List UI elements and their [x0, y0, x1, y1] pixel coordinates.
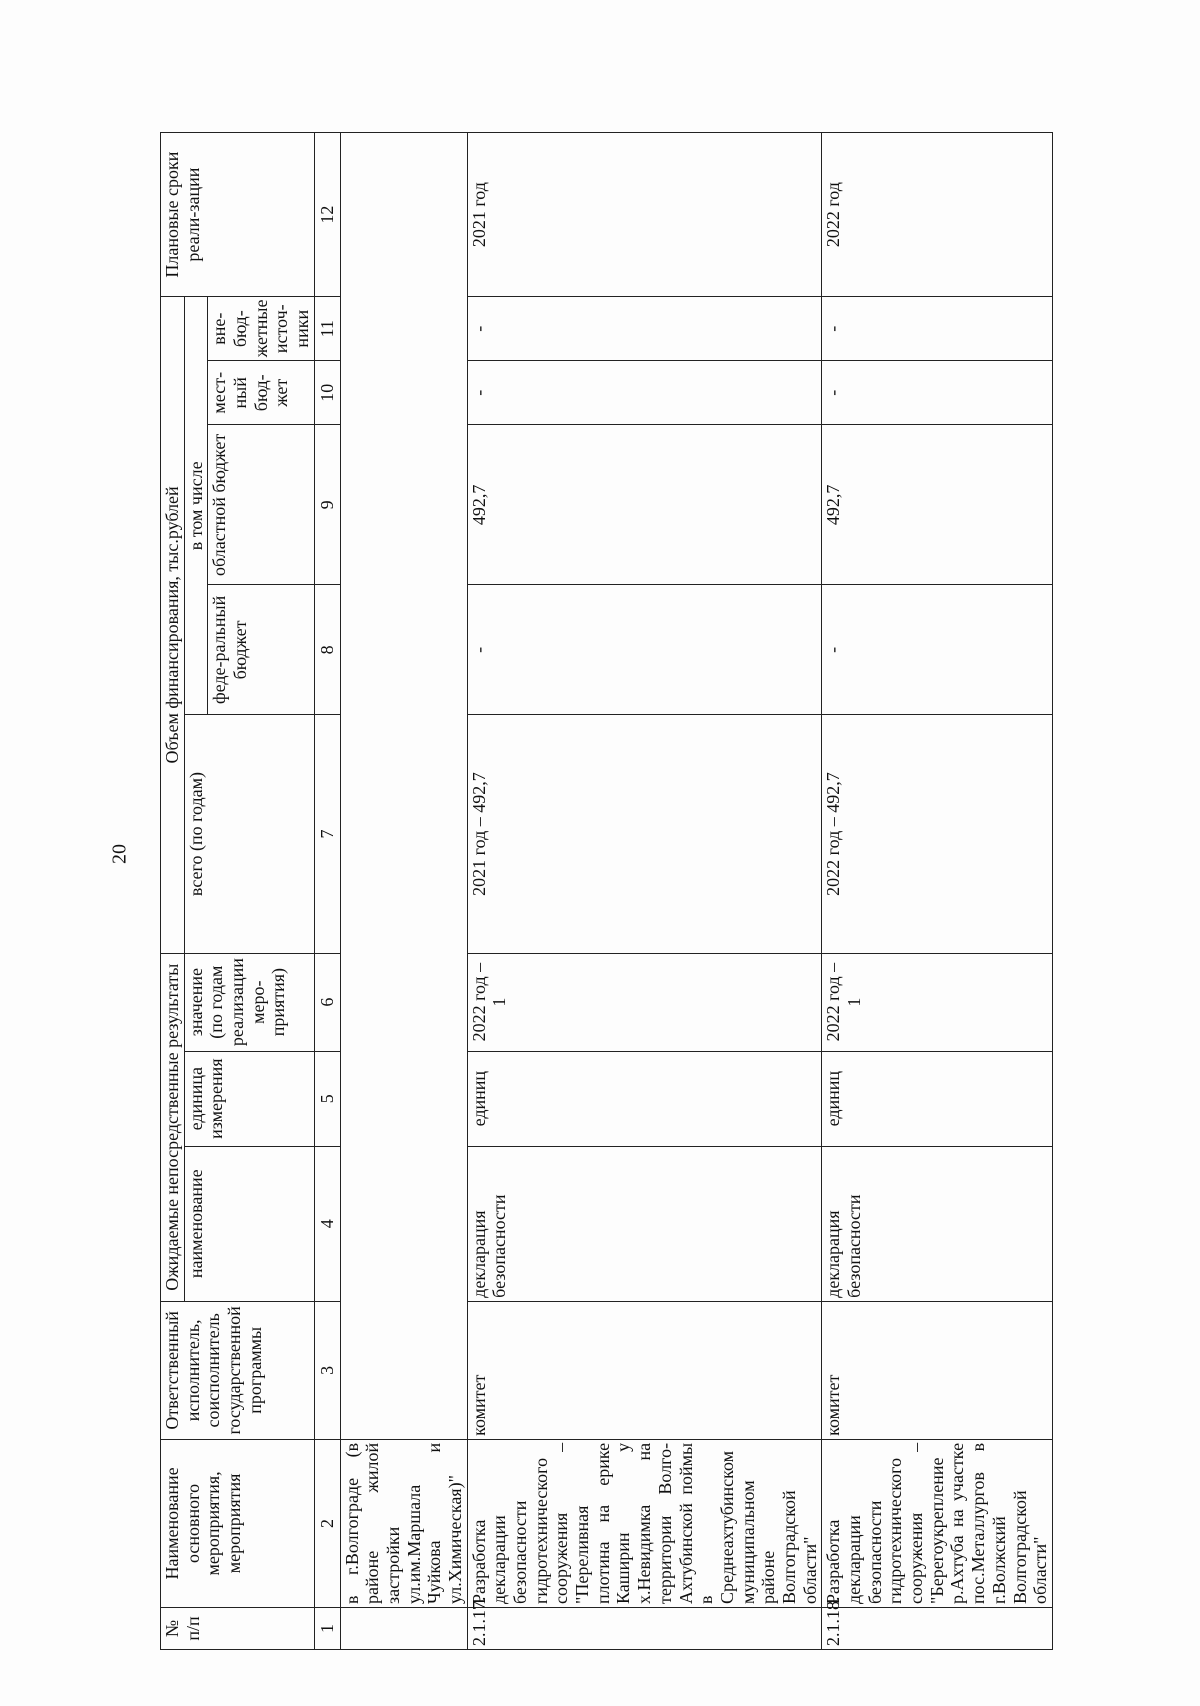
header-group-finance: Объем финансирования, тыс.рублей: [161, 297, 185, 953]
header-col-dates: Плановые сроки реали-зации: [161, 133, 315, 297]
row-result-unit: единиц: [822, 1051, 1053, 1146]
row-result-unit: единиц: [467, 1051, 822, 1146]
header-row-1: [161, 133, 185, 1650]
row-total: 2022 год – 492,7: [822, 715, 1053, 953]
header-col-total: всего (по годам): [184, 715, 314, 953]
program-table: [160, 132, 1053, 1650]
header-col-name: Наименование основного мероприятия, мероприятия: [161, 1439, 315, 1607]
row-activity-name: Разработка декларации безопасности гидротехнического сооружения – "Берегоукрепление р.Ахтуба на участке пос.Металлургов в г.Волжский Волгоградской области": [822, 1439, 1053, 1607]
col-number: 12: [314, 133, 340, 297]
row-result-value: 2022 год – 1: [467, 953, 822, 1051]
row-dates: 2022 год: [822, 133, 1053, 297]
header-col-responsible: Ответственный исполнитель, соисполнитель государственной программы: [161, 1301, 315, 1439]
col-number: 9: [314, 425, 340, 585]
row-regional: 492,7: [467, 425, 822, 585]
page-number: 20: [108, 844, 131, 864]
row-extrabudget: -: [822, 297, 1053, 361]
row-responsible: комитет: [467, 1301, 822, 1439]
column-number-row: [314, 133, 340, 1650]
col-number: 10: [314, 361, 340, 425]
col-number: 5: [314, 1051, 340, 1146]
row-number: 2.1.17.: [467, 1607, 822, 1649]
col-number: 3: [314, 1301, 340, 1439]
header-col-extrabudget: вне-бюд-жетные источ-ники: [208, 297, 314, 361]
row-result-name: декларация безопасности: [822, 1146, 1053, 1301]
row-local: -: [467, 361, 822, 425]
row-local: -: [822, 361, 1053, 425]
row-responsible: комитет: [822, 1301, 1053, 1439]
col-number: 8: [314, 585, 340, 715]
continuation-row: [340, 133, 467, 1650]
header-col-federal: феде-ральный бюджет: [208, 585, 314, 715]
header-col-local: мест-ный бюд-жет: [208, 361, 314, 425]
header-col-num: № п/п: [161, 1607, 315, 1649]
header-group-results: Ожидаемые непосредственные результаты: [161, 953, 185, 1301]
col-number: 1: [314, 1607, 340, 1649]
row-result-name: декларация безопасности: [467, 1146, 822, 1301]
continuation-text: в г.Волгограде (в районе жилой застройки ул.им.Маршала Чуйкова и ул.Химическая)": [340, 1439, 467, 1607]
col-number: 7: [314, 715, 340, 953]
col-number: 2: [314, 1439, 340, 1607]
header-col-result-unit: единица измерения: [184, 1051, 314, 1146]
row-regional: 492,7: [822, 425, 1053, 585]
col-number: 6: [314, 953, 340, 1051]
header-col-regional: областной бюджет: [208, 425, 314, 585]
row-total: 2021 год – 492,7: [467, 715, 822, 953]
row-extrabudget: -: [467, 297, 822, 361]
table-row: [467, 133, 822, 1650]
col-number: 4: [314, 1146, 340, 1301]
row-dates: 2021 год: [467, 133, 822, 297]
col-number: 11: [314, 297, 340, 361]
header-col-result-name: наименование: [184, 1146, 314, 1301]
row-activity-name: Разработка декларации безопасности гидротехнического сооружения – "Переливная плотина на ерике Каширин у х.Невидимка на территории Волго-Ахтубинской поймы в Среднеахтубинском муниципальном районе Волгоградской области": [467, 1439, 822, 1607]
header-group-including: в том числе: [184, 297, 208, 715]
row-federal: -: [467, 585, 822, 715]
row-number: 2.1.18.: [822, 1607, 1053, 1649]
header-col-result-value: значение (по годам реализации меро-приятия): [184, 953, 314, 1051]
table-row: [822, 133, 1053, 1650]
row-result-value: 2022 год – 1: [822, 953, 1053, 1051]
row-federal: -: [822, 585, 1053, 715]
rotated-table-frame: [160, 90, 1170, 1650]
